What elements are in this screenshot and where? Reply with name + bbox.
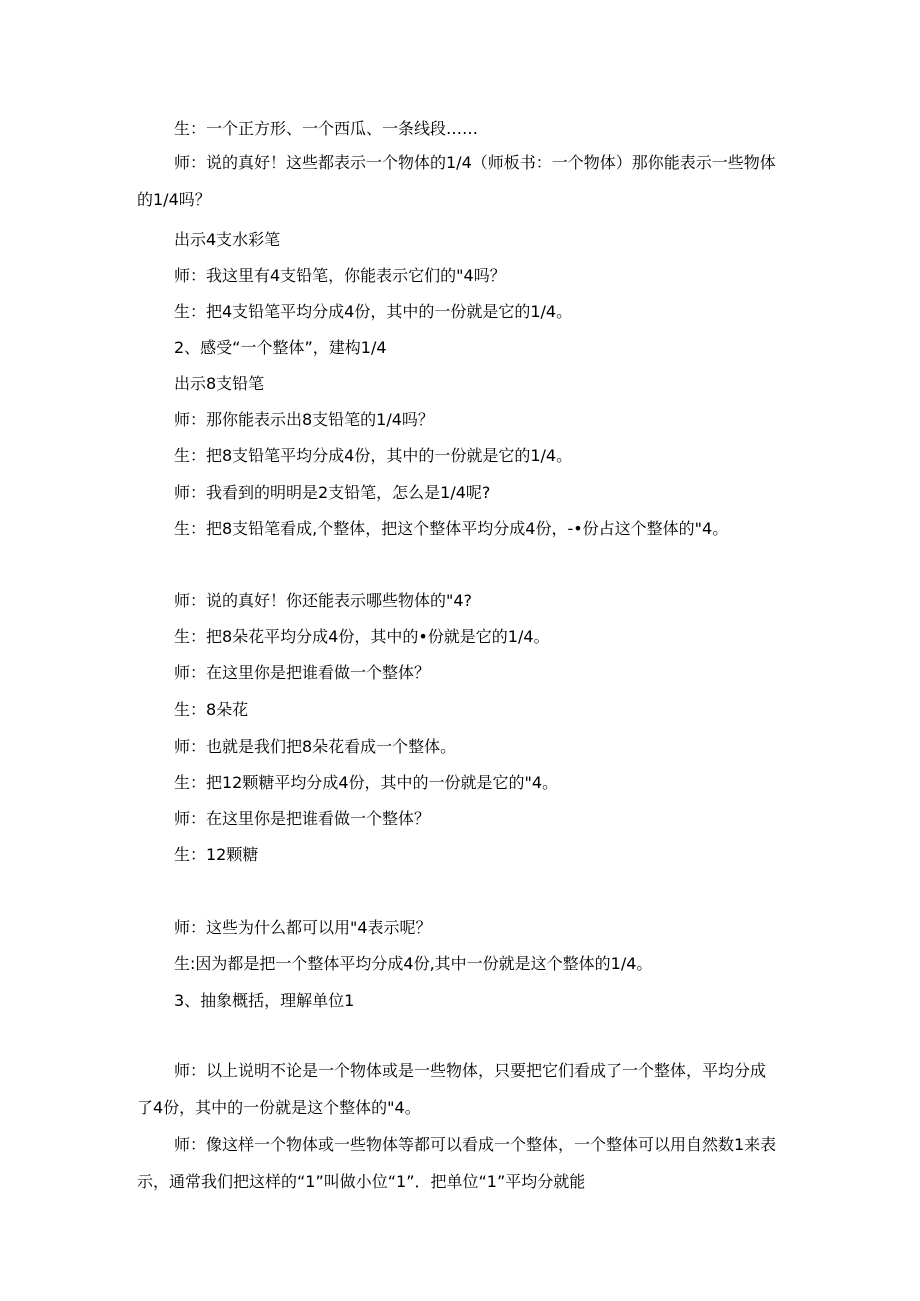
paragraph: 师：在这里你是把谁看做一个整体？ [174,663,431,682]
paragraph: 生：8朵花 [174,700,249,719]
paragraph: 师：说的真好！你还能表示哪些物体的"4? [174,591,473,610]
paragraph: 师：这些为什么都可以用"4表示呢？ [174,918,432,937]
paragraph: 生：把8支铅笔平均分成4份，其中的一份就是它的1/4。 [174,446,573,465]
paragraph: 师：以上说明不论是一个物体或是一些物体，只要把它们看成了一个整体，平均分成了4份，其中的一份就是这个整体的"4。 [137,1061,767,1117]
paragraph: 出示8支铅笔 [174,374,265,393]
paragraph: 师：像这样一个物体或一些物体等都可以看成一个整体，一个整体可以用自然数1来表示，通常我们把这样的“1”叫做小位“1”．把单位“1”平均分就能 [137,1135,777,1191]
paragraph: 生:因为都是把一个整体平均分成4份,其中一份就是这个整体的1/4。 [174,954,653,973]
paragraph: 生：12颗糖 [174,845,259,864]
paragraph: 师：说的真好！这些都表示一个物体的1/4（师板书：一个物体）那你能表示一些物体的1/4吗？ [137,153,776,209]
paragraph: 师：我看到的明明是2支铅笔，怎么是1/4呢? [174,483,491,502]
paragraph: 师：那你能表示出8支铅笔的1/4吗？ [174,410,434,429]
section-heading: 2、感受“一个整体”，建构1/4 [174,338,387,357]
paragraph: 师：也就是我们把8朵花看成一个整体。 [174,737,457,756]
paragraph: 生：把12颗糖平均分成4份，其中的一份就是它的"4。 [174,773,559,792]
section-heading: 3、抽象概括，理解单位1 [174,991,355,1010]
paragraph: 生：把4支铅笔平均分成4份，其中的一份就是它的1/4。 [174,302,573,321]
paragraph: 出示4支水彩笔 [174,230,281,249]
paragraph: 生：一个正方形、一个西瓜、一条线段…… [174,119,479,138]
paragraph: 师：我这里有4支铅笔，你能表示它们的"4吗？ [174,266,506,285]
paragraph: 生：把8支铅笔看成,个整体，把这个整体平均分成4份，-•份占这个整体的"4。 [174,519,729,538]
paragraph: 师：在这里你是把谁看做一个整体？ [174,809,431,828]
paragraph: 生：把8朵花平均分成4份，其中的•份就是它的1/4。 [174,627,550,646]
